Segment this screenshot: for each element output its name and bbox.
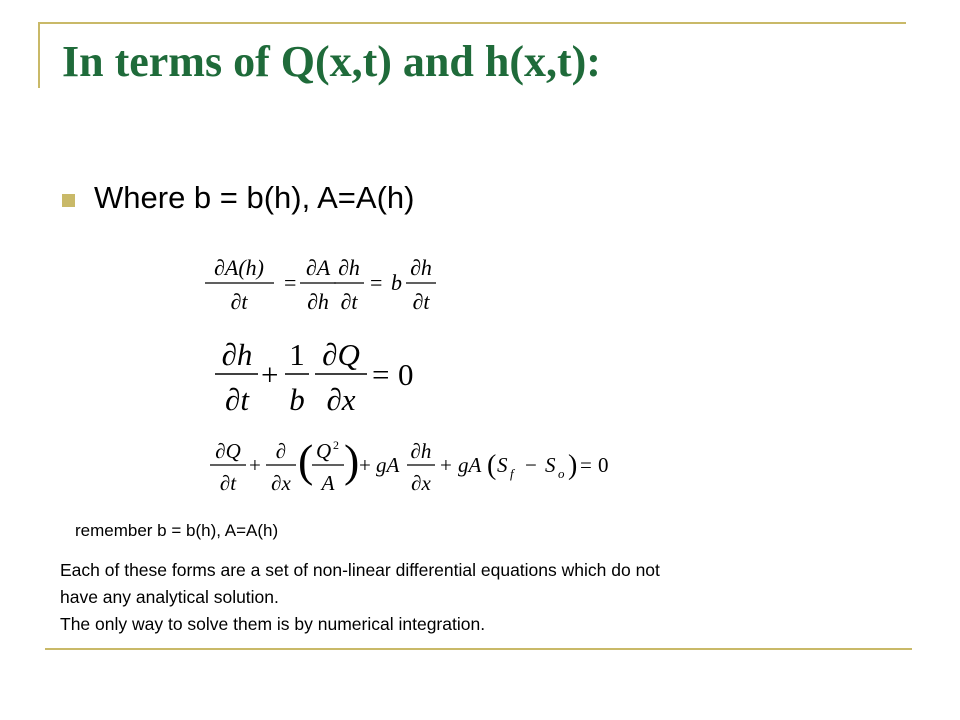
eq1-b: b	[391, 270, 402, 295]
eq2-plus: +	[261, 357, 279, 392]
eq3-minus: −	[525, 453, 537, 477]
eq3-paren-close-2: )	[568, 450, 578, 481]
eq1-t2-denominator: ∂h	[307, 289, 329, 314]
eq3-t4-numerator: ∂h	[410, 439, 432, 463]
eq1-t3-numerator: ∂h	[338, 255, 360, 280]
eq3-t2-denominator: ∂x	[271, 471, 291, 495]
eq1-equals: =	[284, 270, 297, 295]
explanation-paragraph	[60, 557, 910, 638]
eq2-t1-numerator: ∂h	[221, 337, 253, 372]
eq3-t2-numerator: ∂	[275, 439, 287, 463]
eq3-t3-numerator: Q	[316, 439, 332, 463]
eq3-t3-superscript: 2	[333, 438, 339, 452]
eq2-t2-numerator: 1	[289, 337, 305, 372]
eq3-sub-f: f	[510, 466, 514, 481]
slide-title: In terms of Q(x,t) and h(x,t):	[62, 37, 601, 86]
equation-3	[210, 435, 609, 495]
eq2-t3-denominator: ∂x	[326, 382, 356, 417]
eq1-equals-2: =	[370, 270, 383, 295]
eq2-equals: =	[372, 357, 390, 392]
eq3-plus-2: +	[359, 453, 371, 477]
paragraph-line: The only way to solve them is by numerical integration.	[60, 614, 486, 634]
paragraph-line: Each of these forms are a set of non-linear differential equations which do not	[60, 560, 660, 580]
eq3-t4-denominator: ∂x	[411, 471, 431, 495]
eq1-t2-numerator: ∂A	[305, 255, 331, 280]
eq3-gA-2: gA	[458, 453, 482, 477]
eq3-plus-3: +	[440, 453, 452, 477]
eq3-paren-open-2: (	[487, 450, 497, 481]
eq3-gA: gA	[376, 453, 400, 477]
eq1-t4-numerator: ∂h	[410, 255, 432, 280]
eq2-t1-denominator: ∂t	[225, 382, 249, 417]
eq3-rhs: 0	[598, 453, 609, 477]
eq2-t3-numerator: ∂Q	[322, 337, 360, 372]
eq3-t3-denominator: A	[321, 471, 335, 495]
eq2-t2-denominator: b	[289, 382, 305, 417]
eq1-t1-numerator: ∂A(h)	[214, 255, 264, 280]
eq3-t1-denominator: ∂t	[219, 471, 237, 495]
eq1-t4-denominator: ∂t	[412, 289, 430, 314]
equation-1	[205, 255, 436, 314]
eq3-paren-open: (	[298, 435, 314, 486]
eq2-rhs: 0	[398, 357, 414, 392]
eq3-S-2: S	[545, 453, 556, 477]
eq3-S: S	[497, 453, 508, 477]
equation-2	[215, 337, 414, 417]
eq1-t1-denominator: ∂t	[230, 289, 248, 314]
eq1-t3-denominator: ∂t	[340, 289, 358, 314]
eq3-t1-numerator: ∂Q	[215, 439, 241, 463]
reminder-note: remember b = b(h), A=A(h)	[75, 521, 279, 540]
eq3-plus-1: +	[249, 453, 261, 477]
bullet-text: Where b = b(h), A=A(h)	[94, 180, 415, 215]
paragraph-line: have any analytical solution.	[60, 587, 279, 607]
eq3-paren-close: )	[344, 435, 360, 486]
eq3-sub-o: o	[558, 466, 565, 481]
eq3-equals: =	[580, 453, 592, 477]
